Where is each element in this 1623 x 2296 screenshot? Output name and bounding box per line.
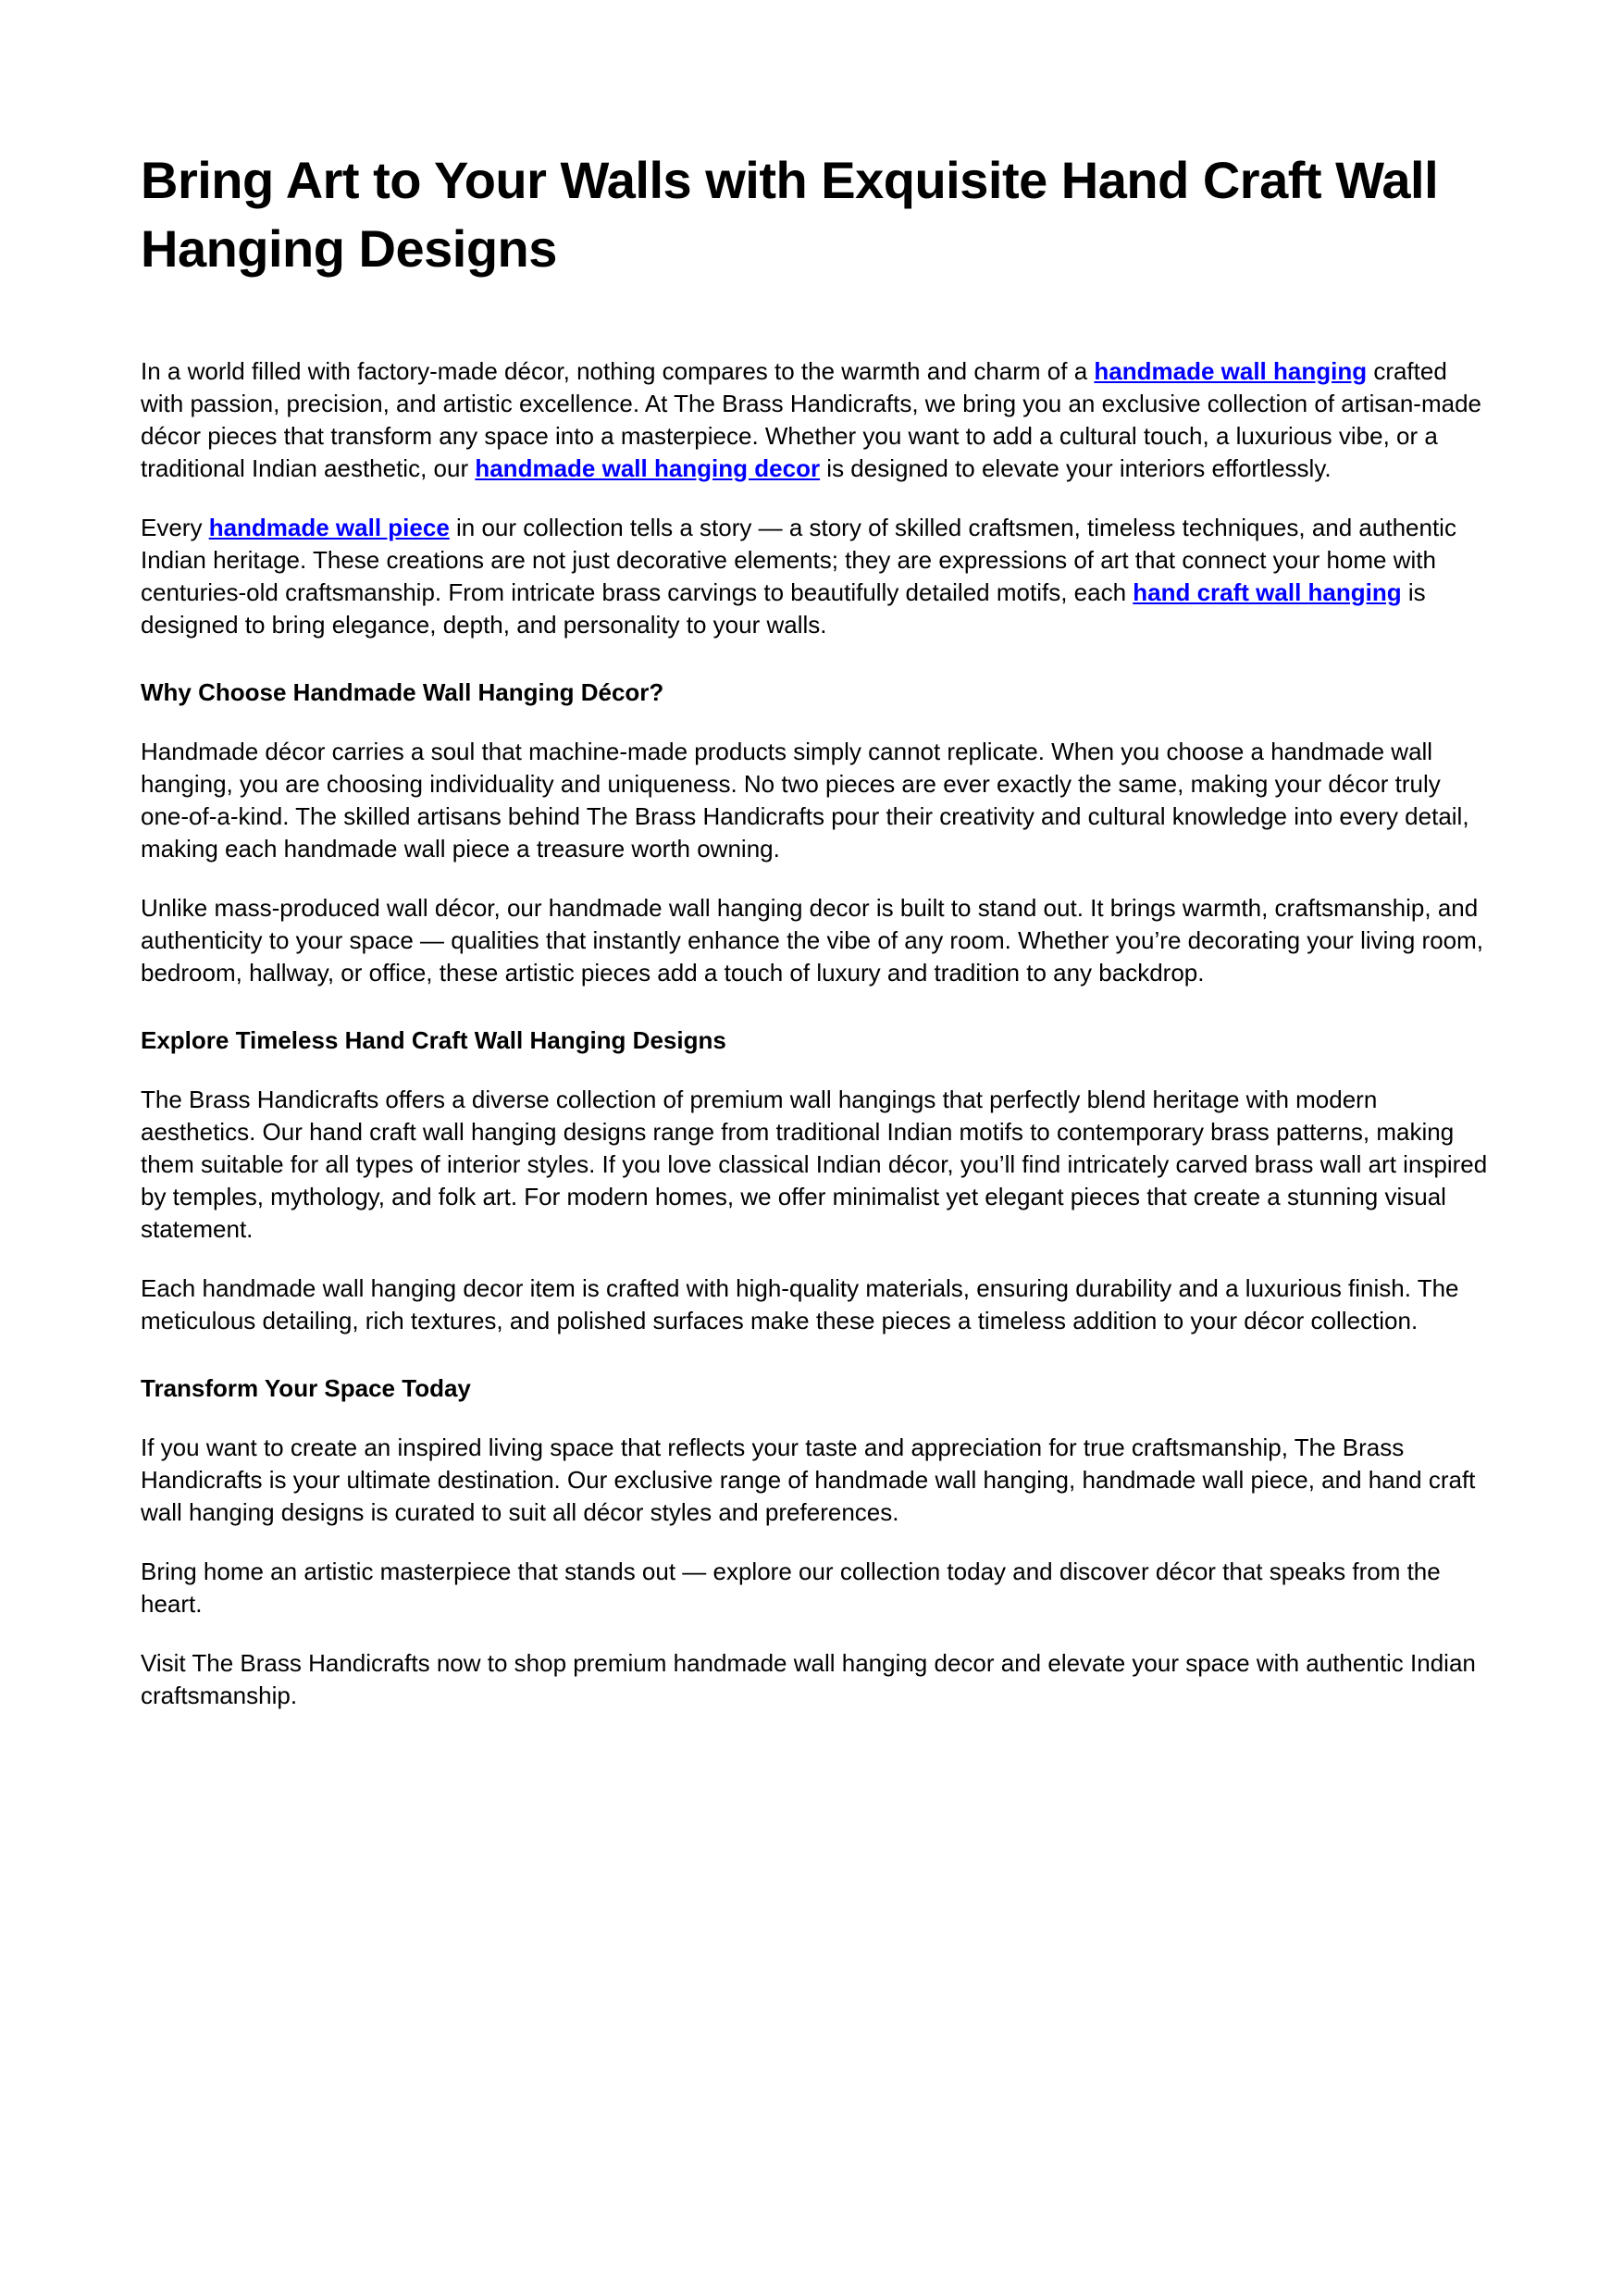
heading-transform-space: Transform Your Space Today xyxy=(141,1373,471,1402)
link-hand-craft-wall-hanging[interactable]: hand craft wall hanging xyxy=(1133,577,1402,606)
page-title: Bring Art to Your Walls with Exquisite Hand Craft Wall Hanging Designs xyxy=(141,151,1439,278)
intro-text-2: crafted with passion, precision, and artistic excellence. At The Brass Handicrafts, we bring you an exclusive collection of artisan-made décor pieces that transform any space into a masterpiece. Whether you want to add a cultural touch, a luxurious vibe, or a traditional Indian aesthetic, our xyxy=(141,356,1482,482)
link-handmade-wall-piece[interactable]: handmade wall piece xyxy=(208,513,450,541)
link-handmade-wall-hanging-decor[interactable]: handmade wall hanging decor xyxy=(475,453,821,482)
story-paragraph xyxy=(141,512,1492,641)
explore-paragraph-1: The Brass Handicrafts offers a diverse collection of premium wall hangings that perfectly blend heritage with modern aesthetics. Our hand craft wall hanging designs range from traditional Indian motifs to contemporary brass patterns, making them suitable for all types of interior styles. If you love classical Indian décor, you’ll find intricately carved brass wall art inspired by temples, mythology, and folk art. For modern homes, we offer minimalist yet elegant pieces that create a stunning visual statement. xyxy=(141,1085,1488,1243)
transform-paragraph-2: Bring home an artistic masterpiece that stands out — explore our collection today and discover décor that speaks from the heart. xyxy=(141,1557,1441,1618)
why-paragraph-2: Unlike mass-produced wall décor, our handmade wall hanging decor is built to stand out. It brings warmth, craftsmanship, and authenticity to your space — qualities that instantly enhance the vibe of any room. Whether you’re decorating your living room, bedroom, hallway, or office, these artistic pieces add a touch of luxury and tradition to any backdrop. xyxy=(141,893,1483,987)
intro-paragraph xyxy=(141,355,1492,485)
story-text-2: in our collection tells a story — a story of skilled craftsmen, timeless techniques, and authentic Indian heritage. These creations are not just decorative elements; they are expressions of art that connect your home with centuries-old craftsmanship. From intricate brass carvings to beautifully detailed motifs, each xyxy=(141,513,1456,606)
story-text-1: Every xyxy=(141,513,209,541)
heading-explore-timeless: Explore Timeless Hand Craft Wall Hanging Designs xyxy=(141,1025,726,1054)
intro-text-1: In a world filled with factory-made décor, nothing compares to the warmth and charm of a xyxy=(141,356,1095,385)
closing-paragraph: Visit The Brass Handicrafts now to shop premium handmade wall hanging decor and elevate your space with authentic Indian craftsmanship. xyxy=(141,1648,1476,1709)
why-paragraph-1: Handmade décor carries a soul that machine-made products simply cannot replicate. When you choose a handmade wall hanging, you are choosing individuality and uniqueness. No two pieces are ever exactly the same, making your décor truly one-of-a-kind. The skilled artisans behind The Brass Handicrafts pour their creativity and cultural knowledge into every detail, making each handmade wall piece a treasure worth owning. xyxy=(141,737,1469,863)
explore-paragraph-2: Each handmade wall hanging decor item is crafted with high-quality materials, ensuring durability and a luxurious finish. The meticulous detailing, rich textures, and polished surfaces make these pieces a timeless addition to your décor collection. xyxy=(141,1273,1459,1334)
transform-paragraph-1: If you want to create an inspired living space that reflects your taste and appreciation for true craftsmanship, The Brass Handicrafts is your ultimate destination. Our exclusive range of handmade wall hanging, handmade wall piece, and hand craft wall hanging designs is curated to suit all décor styles and preferences. xyxy=(141,1433,1476,1526)
heading-why-choose: Why Choose Handmade Wall Hanging Décor? xyxy=(141,677,664,706)
story-text-3: is designed to bring elegance, depth, and personality to your walls. xyxy=(141,577,1426,639)
link-handmade-wall-hanging[interactable]: handmade wall hanging xyxy=(1094,356,1368,385)
intro-text-3: is designed to elevate your interiors effortlessly. xyxy=(820,453,1332,482)
